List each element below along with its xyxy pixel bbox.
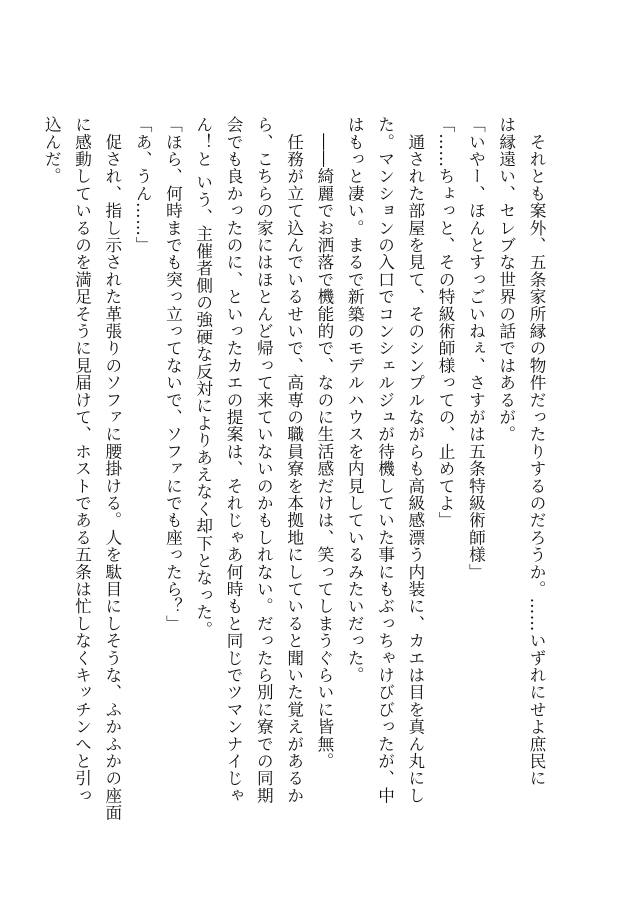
text-line: 任務が立て込んでいるせいで、高専の職員寮を本拠地にしていると聞いた覚えがあるか (284, 116, 304, 804)
text-line: た。マンションの入口でコンシェルジュが待機していた事にもぶっちゃけびびったが、中 (375, 116, 395, 804)
text-line: 促され、指し示された革張りのソファに腰掛ける。人を駄目にしそうな、ふかふかの座面 (102, 116, 122, 822)
text-line: 込んだ。 (42, 116, 62, 185)
vertical-text-body (36, 116, 551, 822)
text-line: 「あ、うん……」 (133, 116, 153, 254)
text-line: ――綺麗でお洒落で機能的で、なのに生活感だけは、笑ってしまうぐらいに皆無。 (314, 116, 334, 770)
text-line: 会でも良かったのに、といったカエの提案は、それじゃあ何時もと同じでツマンナイじゃ (224, 116, 244, 804)
text-line: ら、こちらの家にはほとんど帰って来ていないのかもしれない。だったら別に寮での同期 (254, 116, 274, 804)
text-line: 「いやー、ほんとすっごいねぇ、さすがは五条特級術師様」 (466, 116, 486, 581)
text-line: 「……ちょっと、その特級術師様っての、止めてよ」 (436, 116, 456, 529)
text-line: ん！と いう、主催者側の強硬な反対によりあえなく却下となった。 (193, 116, 213, 638)
text-line: に感動しているのを満足そうに見届けて、ホストである五条は忙しなくキッチンへと引っ (72, 116, 92, 804)
text-line: は縁遠い、セレブな世界の話ではあるが。 (496, 116, 516, 443)
text-line: 通された部屋を見て、そのシンプルながらも高級感漂う内装に、カエは目を真ん丸にし (405, 116, 425, 804)
text-line: それとも案外、五条家所縁の物件だったりするのだろうか。……いずれにせよ庶民に (527, 116, 546, 787)
text-line: 「ほら、何時までも突っ立ってないで、ソファにでも座ったら？」 (163, 116, 183, 632)
text-line: はもっと凄い。まるで新築のモデルハウスを内見しているみたいだった。 (345, 116, 365, 684)
